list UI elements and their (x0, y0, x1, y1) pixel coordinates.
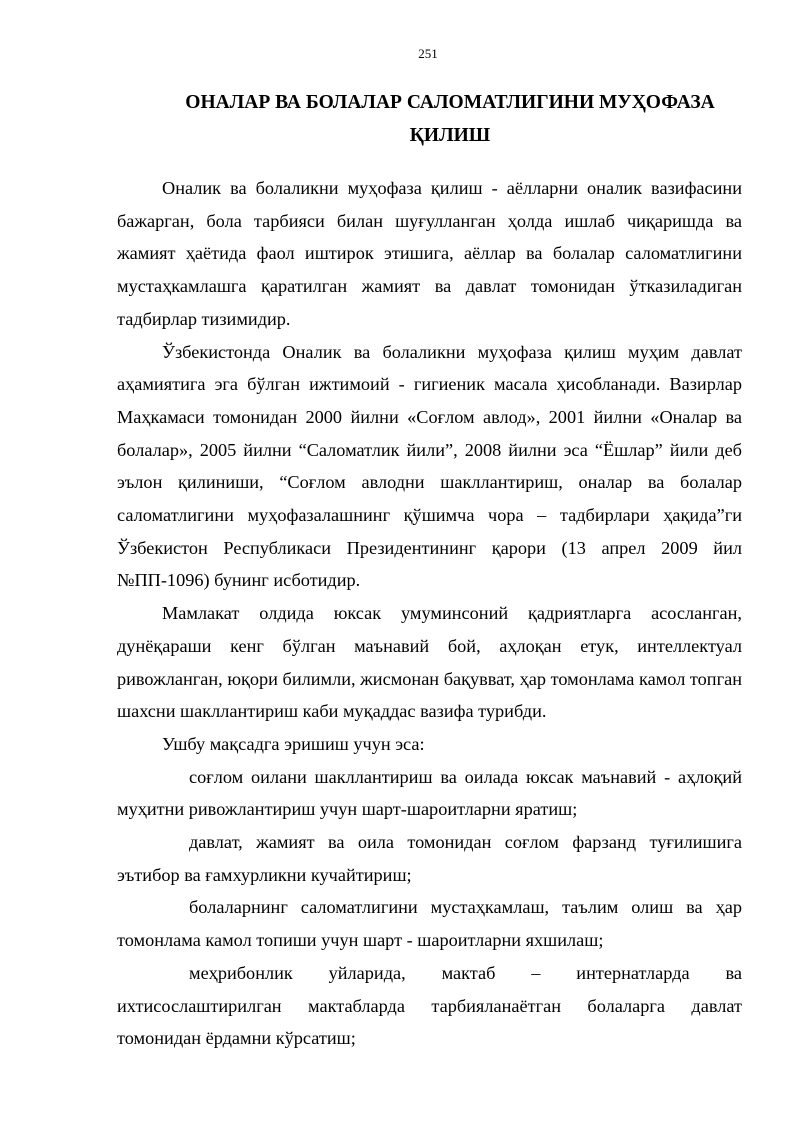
paragraph-goal: Мамлакат олдида юксак умуминсоний қадриятларга асосланган, дунёқараши кенг бўлган маънавий бой, аҳлоқан етук, интеллектуал ривожланган, юқори билимли, жисмонан бақувват, ҳар томонлама камол топган шахсни шакллантириш каби муқаддас вазифа турибди. (117, 603, 742, 722)
list-item: давлат, жамият ва оила томонидан соғлом фарзанд туғилишига эътибор ва ғамхурликни кучайтириш; (117, 832, 742, 885)
paragraph-definition: Оналик ва болаликни муҳофаза қилиш - аёлларни оналик вазифасини бажарган, бола тарбияси билан шуғулланган ҳолда ишлаб чиқаришда ва жамият ҳаётида фаол иштирок этишига, аёллар ва болалар саломатлигини мустаҳкамлашга қаратилган жамият ва давлат томонидан ўтказиладиган тадбирлар тизимидир. (117, 178, 742, 329)
list-item-line: меҳрибонлик уйларида, мактаб – интернатларда ва (189, 962, 742, 983)
title-line-1: ОНАЛАР ВА БОЛАЛАР САЛОМАТЛИГИНИ МУҲОФАЗА (185, 92, 715, 113)
paragraph-intro-list: Ушбу мақсадга эришиш учун эса: (162, 733, 425, 754)
list-item: соғлом оилани шакллантириш ва оилада юксак маънавий - аҳлоқий муҳитни ривожлантириш учун шарт-шароитларни яратиш; (117, 766, 742, 820)
paragraph-uzbekistan: Ўзбекистонда Оналик ва болаликни муҳофаза қилиш муҳим давлат аҳамиятига эга бўлган ижтимоий - гигиеник масала ҳисобланади. Вазирлар Маҳкамаси томонидан 2000 йилни «Соғлом авлод», 2001 йилни «Оналар ва болалар», 2005 йилни “Саломатлик йили”, 2008 йилни эса “Ёшлар” йили деб эълон қилиниши, “Соғлом авлодни шакллантириш, оналар ва болалар саломатлигини муҳофазалашнинг қўшимча чора – тадбирлари ҳақида”ги Ўзбекистон Республикаси Президентининг қарори (13 апрел 2009 йил №ПП-1096) бунинг исботидир. (117, 341, 742, 591)
page-number: 251 (418, 46, 438, 61)
list-item-line: ихтисослаштирилган мактабларда тарбияланаётган болаларга давлат (117, 995, 742, 1016)
list-item: болаларнинг саломатлигини мустаҳкамлаш, таълим олиш ва ҳар томонлама камол топиши учун шарт - шароитларни яхшилаш; (117, 897, 742, 951)
list-item-line: томонидан ёрдамни кўрсатиш; (117, 1028, 356, 1049)
document-body (117, 172, 742, 1055)
page-title (150, 86, 750, 152)
title-line-2: ҚИЛИШ (409, 125, 491, 146)
